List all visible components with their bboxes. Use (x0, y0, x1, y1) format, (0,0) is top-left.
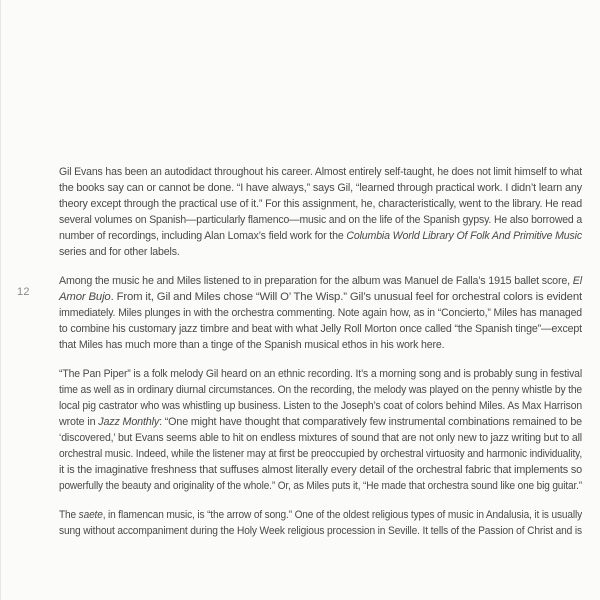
text-run: : “One might have thought that comparatively few instrumental combinations remained to be (159, 416, 582, 428)
page-number: 12 (17, 286, 30, 298)
text-run: series and for other labels. (59, 246, 180, 258)
text-run: that Miles has much more than a tinge of the Spanish musical ethos in his work here. (59, 339, 445, 351)
text-run: ‘discovered,’ but Evans seems able to hit on endless mixtures of sound that are not only new to jazz writing but to all (59, 432, 582, 444)
text-line (59, 273, 582, 289)
paragraph (59, 366, 582, 494)
text-run: immediately. Miles plunges in with the orchestra commenting. Note again how, as in “Concierto,” Miles has managed (59, 307, 582, 319)
text-line (59, 305, 582, 321)
text-line (59, 430, 582, 446)
text-run: powerfully the beauty and originality of the whole.” Or, as Miles puts it, “He made that orchestra sound like one big guitar.” (59, 480, 582, 492)
italic-title: Amor Bujo (59, 291, 111, 303)
text-run: it is the imaginative freshness that suffuses almost literally every detail of the orchestral fabric that implements so (59, 464, 582, 476)
text-run: Gil Evans has been an autodidact throughout his career. Almost entirely self-taught, he does not limit himself to what (59, 166, 582, 178)
text-line (59, 228, 582, 244)
text-run: several volumes on Spanish—particularly flamenco—music and on the life of the Spanish gypsy. He also borrowed a (59, 214, 582, 226)
text-line (59, 337, 582, 353)
text-line (59, 478, 582, 494)
italic-title: Jazz Monthly (98, 416, 160, 428)
text-line (59, 180, 582, 196)
text-line (59, 462, 582, 478)
text-run: . From it, Gil and Miles chose “Will O’ The Wisp.” Gil’s unusual feel for orchestral colors is evident (110, 291, 582, 303)
text-run: Among the music he and Miles listened to in preparation for the album was Manuel de Falla’s 1915 ballet score, (59, 275, 573, 287)
text-run: local pig castrator who was whistling up business. Listen to the Joseph’s coat of colors behind Miles. As Max Harrison (59, 400, 582, 412)
text-run: sung without accompaniment during the Holy Week religious procession in Seville. It tells of the Passion of Christ and is (59, 525, 582, 537)
text-run: The (59, 509, 79, 521)
text-run: orchestral music. Indeed, while the listener may at first be preoccupied by orchestral virtuosity and harmonic individuality, (59, 448, 582, 460)
text-line (59, 196, 582, 212)
text-line (59, 446, 582, 462)
text-line (59, 212, 582, 228)
paragraph (59, 164, 582, 260)
italic-title: Columbia World Library Of Folk And Primitive Music (346, 230, 582, 242)
text-line (59, 507, 582, 523)
text-run: theory except through the practical use of it.” For this assignment, he, characteristically, went to the library. He read (59, 198, 582, 210)
text-line (59, 414, 582, 430)
text-run: the books say can or cannot be done. “I have always,” says Gil, “learned through practical work. I didn’t learn any (59, 182, 582, 194)
italic-title: saete (78, 509, 103, 521)
text-line (59, 289, 582, 305)
text-line (59, 398, 582, 414)
text-run: “The Pan Piper” is a folk melody Gil heard on an ethnic recording. It’s a morning song and is probably sung in festival (59, 368, 582, 380)
text-run: time as well as in ordinary diurnal circumstances. On the recording, the melody was played on the penny whistle by the (59, 384, 582, 396)
text-line (59, 321, 582, 337)
text-run: wrote in (59, 416, 99, 428)
italic-title: El (572, 275, 582, 287)
paragraph (59, 507, 582, 539)
text-run: to combine his customary jazz timbre and beat with what Jelly Roll Morton once called “the Spanish tinge”—except (59, 323, 582, 335)
text-line (59, 366, 582, 382)
text-line (59, 244, 582, 260)
text-run: number of recordings, including Alan Lomax’s field work for the (59, 230, 347, 242)
body-text (59, 164, 582, 552)
page-edge (0, 0, 1, 600)
text-run: , in flamencan music, is “the arrow of song.” One of the oldest religious types of music in Andalusia, it is usually (102, 509, 583, 521)
text-line (59, 164, 582, 180)
paragraph (59, 273, 582, 353)
text-line (59, 382, 582, 398)
text-line (59, 523, 582, 539)
